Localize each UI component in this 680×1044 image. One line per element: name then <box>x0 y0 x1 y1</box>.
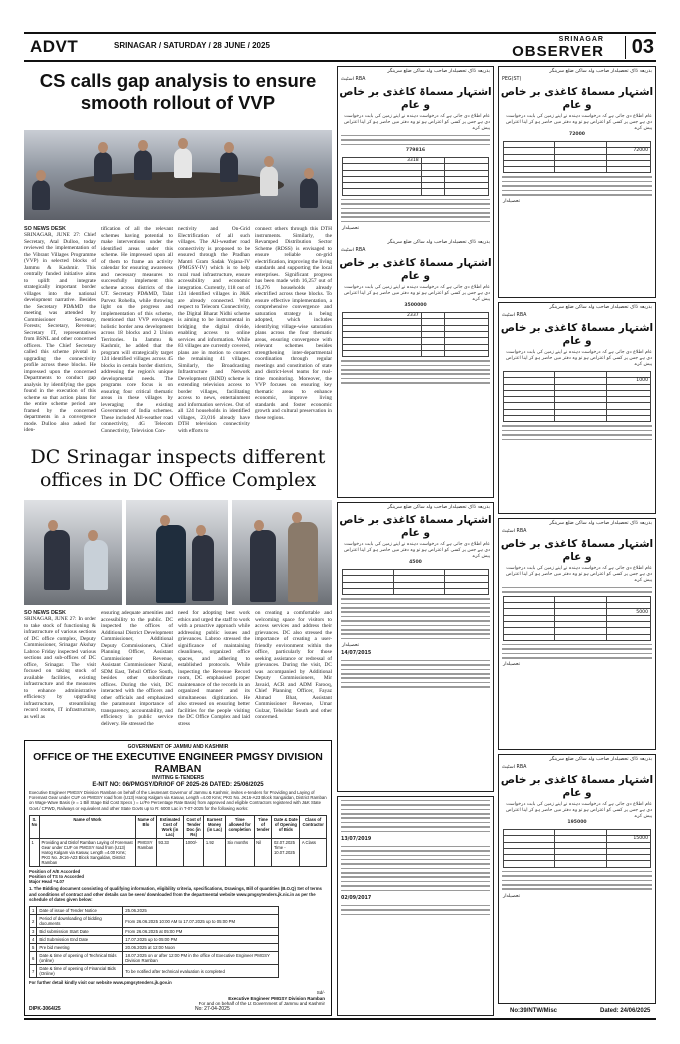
text-lines <box>499 425 655 440</box>
dateline: SRINAGAR / SATURDAY / 28 JUNE / 2025 <box>114 41 270 50</box>
notice-website-note: For further detail kindly visit our website www.pmgsytenders.jk.gov.in <box>29 980 172 986</box>
urdu-amount: 195000 <box>567 820 587 825</box>
sched-no: 4 <box>30 936 37 944</box>
person-figure <box>220 152 238 182</box>
text-lines <box>338 135 493 145</box>
article-1-headline: CS calls gap analysis to ensure smooth rollout of VVP <box>39 70 317 113</box>
signature-line: Executive Engineer PMGSY Division Ramban <box>228 995 325 1001</box>
urdu-notice-body: عام اطلاع دی جاتی ہے کہ درخواست دہندہ نے اپنے زمین کی بابت درخواست دی ہے جس پر کسی کو اعتراض ہو تو وہ دفتر میں حاضر ہو کر اپنا اعتراض پیش کرے <box>505 566 652 583</box>
urdu-amount: 3500000 <box>404 303 427 309</box>
article-2-col-4: on creating a comfortable and welcoming space for visitors to access services and address their grievances. DC also stressed the importance of creating a user-friendly environment within the office, particularly for those seeking assistance or redressal of grievances. During the visit, DC was accompanied by Additional Deputy Commissioners, Mir Javaid, ACR and ADM Farooq, Chief Planning Officer, Fayaz Ahmad Bhat, Assistant Commissioner Revenue, Umar Gulzar, Tehsildar South and other concerned. <box>255 610 332 720</box>
notice-terms: 1. The Bidding document consisting of qualifying information, eligibility criteria, specifications, Drawings, Bill of quantities (B.O.Q) Set of terms and conditions of contract and other details can be seen/ downloaded from the departmental website www.pmgsytenders.jk.nic.in as per the schedule of dates given below: <box>29 886 322 902</box>
cell-time: Six months <box>225 838 254 866</box>
urdu-notice-body: عام اطلاع دی جاتی ہے کہ درخواست دہندہ نے اپنے زمین کی بابت درخواست دی ہے جس پر کسی کو اعتراض ہو تو وہ دفتر میں حاضر ہو کر اپنا اعتراض پیش کرے <box>505 350 652 367</box>
notice-office-title: OFFICE OF THE EXECUTIVE ENGINEER PMGSY DIVISION RAMBAN <box>33 751 323 775</box>
article-2-col-3: need for adopting best work ethics and urged the staff to work with a proactive approach while addressing public issues and grievances. Labroo stressed the significance of maintaining cleanliness, organized office spaces, and adhering to established protocols. While inspecting the Revenue Record room, DC emphasised proper maintenance of the records in an organized manner and its simultaneous digitization. He also stressed on ensuring better facilities for the people visiting the DC Office Complex and laid stress <box>178 610 250 727</box>
urdu-signature: تحصیلدار <box>503 893 521 899</box>
notice-government: GOVERNMENT OF JAMMU AND KASHMIR <box>127 744 229 750</box>
urdu-notice-body: عام اطلاع دی جاتی ہے کہ درخواست دہندہ نے اپنے زمین کی بابت درخواست دی ہے جس پر کسی کو اعتراض ہو تو وہ دفتر میں حاضر ہو کر اپنا اعتراض پیش کرے <box>343 542 490 559</box>
urdu-notice-title: اشتہار مسماۃ کاغذی بر خاص و عام <box>500 322 654 347</box>
article-2-photo-3 <box>232 500 332 605</box>
urdu-cell: 1000 <box>606 378 650 384</box>
text-lines <box>338 360 493 384</box>
notice-works-table <box>29 815 327 867</box>
urdu-date: 13/07/2019 <box>341 836 372 842</box>
article-2-byline: SO NEWS DESK <box>24 610 66 616</box>
urdu-signature: تحصیلدار <box>503 662 521 668</box>
urdu-pegs: (PEG(ST <box>502 77 522 82</box>
text-lines <box>499 587 655 593</box>
urdu-amount: 72000 <box>569 132 585 137</box>
table-header: Earnest Money (in Lac) <box>204 815 226 838</box>
article-1 <box>24 66 332 114</box>
table-header: Date & Date of Opening of Bids <box>272 815 300 838</box>
table-row <box>504 416 651 422</box>
table-header: Cost of Tender Doc (in Rs) <box>183 815 203 838</box>
sched-date: To be notified after technical evaluation is completed <box>123 965 279 978</box>
person-figure <box>288 522 318 602</box>
person-figure <box>174 148 192 178</box>
sched-date: 25.06.2025 <box>123 907 279 915</box>
table-header: Estimated Cost of Work (in Lac) <box>156 815 183 838</box>
urdu-table <box>503 371 651 422</box>
notice-inviting: INVITING E-TENDERS <box>152 775 204 781</box>
article-1-photo <box>24 130 332 220</box>
urdu-rba: RBA اسٹیٹ <box>341 248 366 254</box>
article-2-photo-1 <box>24 500 122 605</box>
table-row <box>30 944 279 952</box>
text-lines <box>499 176 655 195</box>
urdu-rba: RBA اسٹیٹ <box>502 765 527 770</box>
notice-number: No: 27-04-2025 <box>195 1006 230 1012</box>
table-row <box>504 861 651 867</box>
text-lines <box>338 598 493 639</box>
sched-item: Bid Submission End Date <box>37 936 123 944</box>
masthead-city: SRINAGAR <box>558 36 604 43</box>
urdu-notice-3 <box>337 796 494 1016</box>
article-1-col-4: connect others through this DTH instruments. Similarly, the Revamped Distribution Sector Scheme (RDSS) is envisaged to ensure reliable on-grid electrification, improving the living standards and supporting the local enterprises. Significant progress has been made with 16,257 out of 16,276 households already electrified across these blocks. To ensure effective implementation, a comprehensive convergence and saturation strategy is being adopted, which includes identifying village-wise saturation plans across the four thematic areas, ensuring convergence with relevant schemes besides strengthening inter-departmental coordination through regular meetings and constitution of state and district-level teams for real-time monitoring. Moreover, the VVP focuses on ensuring key thematic areas to enhance economic, improve living standards and foster economic growth and cultural preservation in these regions. <box>255 226 332 421</box>
sched-no: 3 <box>30 928 37 936</box>
article-2-col-2: ensuring adequate amenities and accessibility to the public. DC inspected the offices of Additional District Development Commissioner, Additional Deputy Commissioners, Chief Planning Officer, Assistant Commissioner Revenue, Assistant Commissioner Nazul, SDM East, Tehsil Office South, besides other subordinate offices. During the visit, DC interacted with the officers and other officials and emphasized the paramount importance of transparency, accountability, and efficiency in public service delivery. He stressed the <box>101 610 173 727</box>
urdu-notice-4 <box>498 66 656 298</box>
urdu-notice-5 <box>498 302 656 514</box>
article-2-text-1: SRINAGAR, JUNE 27: In order to take stock of functioning & infrastructure of various sections of DC office complex, Deputy Commissioner, Srinagar Akshay Labroo Friday inspected various sections and sub-offices of DC office, Srinagar. The visit focused on taking stock of available facilities, existing infrastructure and the measures to enhance administrative efficiency by upgrading infrastructure, streamlining record rooms, IT infrastructure, as well as <box>24 616 96 720</box>
urdu-table <box>342 569 489 595</box>
tender-notice <box>24 740 332 1016</box>
signature-line: Sd/- <box>316 990 325 996</box>
urdu-table <box>342 157 489 196</box>
urdu-notice-title: اشتہار مسماۃ کاغذی بر خاص و عام <box>339 514 492 539</box>
signature-line: For and on behalf of the Lt Government of Jammu and Kashmir <box>198 1001 325 1007</box>
cell-cost: 93.33 <box>156 838 183 866</box>
table-row <box>343 350 489 356</box>
table-row <box>504 167 651 173</box>
article-2-headline: DC Srinagar inspects different offices in DC Office Complex <box>30 446 326 491</box>
table-header: S. No <box>30 815 40 838</box>
person-figure <box>250 530 276 602</box>
urdu-rba: RBA اسٹیٹ <box>341 77 366 82</box>
person-figure <box>192 535 214 601</box>
urdu-cell: 5000 <box>606 609 650 615</box>
urdu-notice-head: بذریعہ ڈاک تحصیلدار صاحب ولد ساکن ضلع سرینگر <box>549 757 652 762</box>
urdu-notice-head: بذریعہ ڈاک تحصیلدار صاحب ولد ساکن ضلع سرینگر <box>387 240 490 246</box>
urdu-table <box>503 829 651 868</box>
position-line: Position of A/E Accorded <box>29 868 81 874</box>
urdu-bottom-number: No:39/NTW/Misc <box>510 1008 558 1014</box>
table-row <box>30 915 279 928</box>
sched-item: Date & time of opening of Financial Bids (Online) <box>37 965 123 978</box>
sched-item: Date of issue of Tender Notice <box>37 907 123 915</box>
notice-paragraph: Executive Engineer PMGSY Division Ramban on behalf of the Lieutenant Governor of Jammu & Kashmir, invites e-tenders for Providing and Laying of Foremast Gear under CUF on PMGSY road from (U13) Harog Kalgam via Kasuw, Length =4.00 Kms; PKG No. JK16-A23 Block Sangaldan, District Ramban on Wage-Wave Basis (e = 1 Bill Stage Bid Cost Specs ) = Lr/Fe Percentage Rate Basis) from approved and eligible Contractors registered with J&K State Govt./ CPWD, Railways or equivalent and other State Govts up to R: 6000 Lac in T-07-2025 for the following works: <box>29 790 327 811</box>
text-lines <box>499 644 655 659</box>
person-figure <box>84 540 108 590</box>
article-1-col-1 <box>24 226 96 440</box>
urdu-cell: 3318 <box>343 157 422 163</box>
cell-class: A Class <box>300 838 327 866</box>
article-1-col-2: tification of all the relevant schemes having potential to make interventions under the identified areas under this scheme. He impressed upon all of them to frame an activity calendar for ensuring awareness and necessary measures to successfully implement this scheme across districts of the UT. Secretary PD&MD, Talat Parvez Rohella, while throwing light on the progress and implementation of this scheme, mentioned that VVP envisages holistic border area development across 18 blocks and 2 Union Territories. In Jammu & Kashmir, he added that the program will strategically target 124 identified villages across 45 blocks in certain border districts, addressing the region's unique developmental needs. The programs core focus is on ensuring four critical thematic areas in these villages by leveraging the existing Government of India schemes. These included All-weather road connectivity, 4G Telecom Connectivity, Television Con- <box>101 226 173 434</box>
urdu-notice-head: بذریعہ ڈاک تحصیلدار صاحب ولد ساکن ضلع سرینگر <box>387 505 490 510</box>
table-row <box>30 952 279 965</box>
sched-item: Bid submission Start Date <box>37 928 123 936</box>
urdu-notice-body: عام اطلاع دی جاتی ہے کہ درخواست دہندہ نے اپنے زمین کی بابت درخواست دی ہے جس پر کسی کو اعتراض ہو تو وہ دفتر میں حاضر ہو کر اپنا اعتراض پیش کرے <box>505 114 652 131</box>
text-lines <box>338 846 493 892</box>
sched-item: Pre bid meeting <box>37 944 123 952</box>
urdu-notice-head: بذریعہ ڈاک تحصیلدار صاحب ولد ساکن ضلع سرینگر <box>387 69 490 74</box>
table-row <box>504 634 651 640</box>
table-header: Class of Contractor <box>300 815 327 838</box>
person-figure <box>134 150 152 180</box>
urdu-cell: 15000 <box>606 836 650 842</box>
article-1-byline: SO NEWS DESK <box>24 226 66 232</box>
urdu-signature: تحصیلدار <box>342 643 360 649</box>
page-header <box>24 32 656 62</box>
article-2-col-1 <box>24 610 96 736</box>
urdu-amount: 779816 <box>405 147 426 153</box>
person-figure <box>44 530 70 590</box>
position-line: Major Head =4.07 <box>29 879 65 885</box>
sched-date: 18.07.2025 on or after 12:00 PM in the office of Executive Engineer PMGSY Division Ramban <box>123 952 279 965</box>
urdu-notice-body: عام اطلاع دی جاتی ہے کہ درخواست دہندہ نے اپنے زمین کی بابت درخواست دی ہے جس پر کسی کو اعتراض ہو تو وہ دفتر میں حاضر ہو کر اپنا اعتراض پیش کرے <box>343 114 490 131</box>
table-row <box>343 588 489 594</box>
text-lines <box>338 905 493 915</box>
cell-emd: 1.92 <box>204 838 226 866</box>
sched-no: 5 <box>30 944 37 952</box>
sched-date: 17.07.2025 up to 05:00 PM <box>123 936 279 944</box>
urdu-notice-body: عام اطلاع دی جاتی ہے کہ درخواست دہندہ نے اپنے زمین کی بابت درخواست دی ہے جس پر کسی کو اعتراض ہو تو وہ دفتر میں حاضر ہو کر اپنا اعتراض پیش کرے <box>505 802 652 819</box>
text-lines <box>338 660 493 688</box>
urdu-table <box>342 312 489 357</box>
table-header: Time allowed for completion <box>225 815 254 838</box>
notice-enit-number: E-NIT NO: 06/PMGSY/DR/IOF OF 2025-26 DATED: 25/06/2025 <box>92 782 264 788</box>
cell-dates: 02.07.2025 Time - 10.07.2025 <box>272 838 300 866</box>
table-row <box>30 907 279 915</box>
section-label: ADVT <box>30 37 79 56</box>
urdu-notice-body: عام اطلاع دی جاتی ہے کہ درخواست دہندہ نے اپنے زمین کی بابت درخواست دی ہے جس پر کسی کو اعتراض ہو تو وہ دفتر میں حاضر ہو کر اپنا اعتراض پیش کرے <box>343 285 490 303</box>
sched-item: Date & time of opening of Technical Bids (online) <box>37 952 123 965</box>
urdu-table <box>503 141 651 173</box>
urdu-notice-title: اشتہار مسماۃ کاغذی بر خاص و عام <box>500 538 654 563</box>
urdu-cell: 72000 <box>606 148 650 154</box>
table-header: Time of tender <box>254 815 272 838</box>
text-lines <box>338 199 493 223</box>
person-figure <box>300 178 318 208</box>
cell-doc: 1000/- <box>183 838 203 866</box>
urdu-notice-6 <box>498 518 656 750</box>
page-number: 03 <box>625 36 654 59</box>
urdu-signature: تحصیلدار <box>503 199 521 205</box>
notice-positions <box>25 869 331 885</box>
article-2-photo-2 <box>126 500 228 605</box>
table-row <box>343 189 489 195</box>
text-lines <box>499 871 655 890</box>
table-row <box>30 838 327 866</box>
urdu-notice-title: اشتہار مسماۃ کاغذی بر خاص و عام <box>339 257 492 283</box>
urdu-notice-head: بذریعہ ڈاک تحصیلدار صاحب ولد ساکن ضلع سرینگر <box>549 69 652 74</box>
urdu-notice-title: اشتہار مسماۃ کاغذی بر خاص و عام <box>339 86 492 111</box>
urdu-amount: 4500 <box>409 560 422 565</box>
sched-item: Period of downloading of bidding documents <box>37 915 123 928</box>
urdu-rba: RBA اسٹیٹ <box>502 313 527 318</box>
person-figure <box>260 166 278 196</box>
table-header: Name of Blo <box>135 815 156 838</box>
sched-no: 6 <box>30 952 37 965</box>
person-figure <box>94 152 112 182</box>
urdu-notice-1 <box>337 66 494 498</box>
table-header: Name of Work <box>39 815 135 838</box>
sched-no: 7 <box>30 965 37 978</box>
cell-sno: 1 <box>30 838 40 866</box>
person-figure <box>32 180 50 210</box>
article-1-col-3: nectivity and On-Grid Electrification of all such villages. The All-weather road connectivity is proposed to be ensured through the Pradhan Mantri Gram Sadak Yojana-IV (PMGSY-IV) which is to help rural road infrastructure, ensure accessibility and economic integration. Currently, 118 out of 124 identified villages in J&K are already connected. With respect to Telecom Connectivity, the Digital Bharat Nidhi scheme is aiming to be instrumental in bridging the digital divide, enabling access to online services and information. While 83 villages are currently covered, plans are in motion to connect the remaining 41 villages. Similarly, the Broadcasting Infrastructure and Network Development (BIND) scheme is extending television access to border villages, facilitating access to news, entertainment and information services. Out of all 124 households in identified villages, 23,016 already have DTH television connectivity with efforts to <box>178 226 250 434</box>
urdu-notice-head: بذریعہ ڈاک تحصیلدار صاحب ولد ساکن ضلع سرینگر <box>549 521 652 526</box>
article-1-text-1: SRINAGAR, JUNE 27: Chief Secretary, Atal Dulloo, today reviewed the implementation of the Vibrant Villages Programme (VVP) in selected blocks of Jammu & Kashmir. This centrally funded initiative aims to uplift and integrate strategically important border villages into the national development narrative. Besides the Secretary PD&MD the meeting was attended by Commissioner Secretary, Forests; Secretary, Revenue; Secretary IT, representatives from BSNL and other concerned officers. The Chief Secretary called this scheme pivotal in upgrading the connectivity profile across these blocks. He impressed upon the concerned Departments to conduct gap analysis by identifying the gaps found in the execution of this scheme so that action plans for the entire scheme period are framed by the concerned departments in a convergence mode. Dulloo also asked for iden- <box>24 232 96 433</box>
sched-date: 20.06.2025 at 12:00 Noon <box>123 944 279 952</box>
urdu-cell: 2337 <box>343 313 422 319</box>
urdu-date: 02/09/2017 <box>341 896 372 902</box>
cell-block: PMGSY Ramban <box>135 838 156 866</box>
person-figure <box>156 525 186 603</box>
masthead-name: OBSERVER <box>512 43 604 60</box>
masthead-logo <box>512 36 604 59</box>
bottom-rule <box>24 1018 656 1020</box>
notice-signature <box>199 990 325 1007</box>
urdu-notice-title: اشتہار مسماۃ کاغذی بر خاص و عام <box>500 774 654 799</box>
text-lines <box>338 800 493 832</box>
sched-no: 2 <box>30 915 37 928</box>
sched-date: From 26.06.2025 10:00 AM to 17.07.2025 up to 05:00 PM <box>123 915 279 928</box>
table-row <box>30 928 279 936</box>
urdu-table <box>503 596 651 641</box>
urdu-bottom-date: Dated: 24/06/2025 <box>600 1008 651 1014</box>
table-row <box>30 936 279 944</box>
urdu-signature: تحصیلدار <box>342 226 360 232</box>
notice-dipk: DIPK-3064/25 <box>29 1006 61 1012</box>
cell-work: Providing and Dislof Ramban Laying of Foremast Gear under CUF on PMGSY road from (U13) Harog Kalgam via Kasuw, Length =4.00 Kms; PKG No. JK16-A23 Block Sangaldan, District Ramban <box>39 838 135 866</box>
urdu-notice-title: اشتہار مسماۃ کاغذی بر خاص و عام <box>500 86 654 111</box>
urdu-notice-2 <box>337 502 494 792</box>
table-row <box>30 965 279 978</box>
cell-tender: Nil <box>254 838 272 866</box>
sched-no: 1 <box>30 907 37 915</box>
urdu-notice-head: بذریعہ ڈاک تحصیلدار صاحب ولد ساکن ضلع سرینگر <box>549 305 652 310</box>
position-line: Position of TS to Accorded <box>29 874 84 880</box>
urdu-date: 14/07/2015 <box>341 651 372 657</box>
urdu-rba: RBA اسٹیٹ <box>502 529 527 534</box>
notice-schedule-table <box>29 906 279 978</box>
table-header-row <box>30 815 327 838</box>
sched-date: From 26.06.2025 at 05:00 PM <box>123 928 279 936</box>
urdu-notice-7 <box>498 754 656 1004</box>
